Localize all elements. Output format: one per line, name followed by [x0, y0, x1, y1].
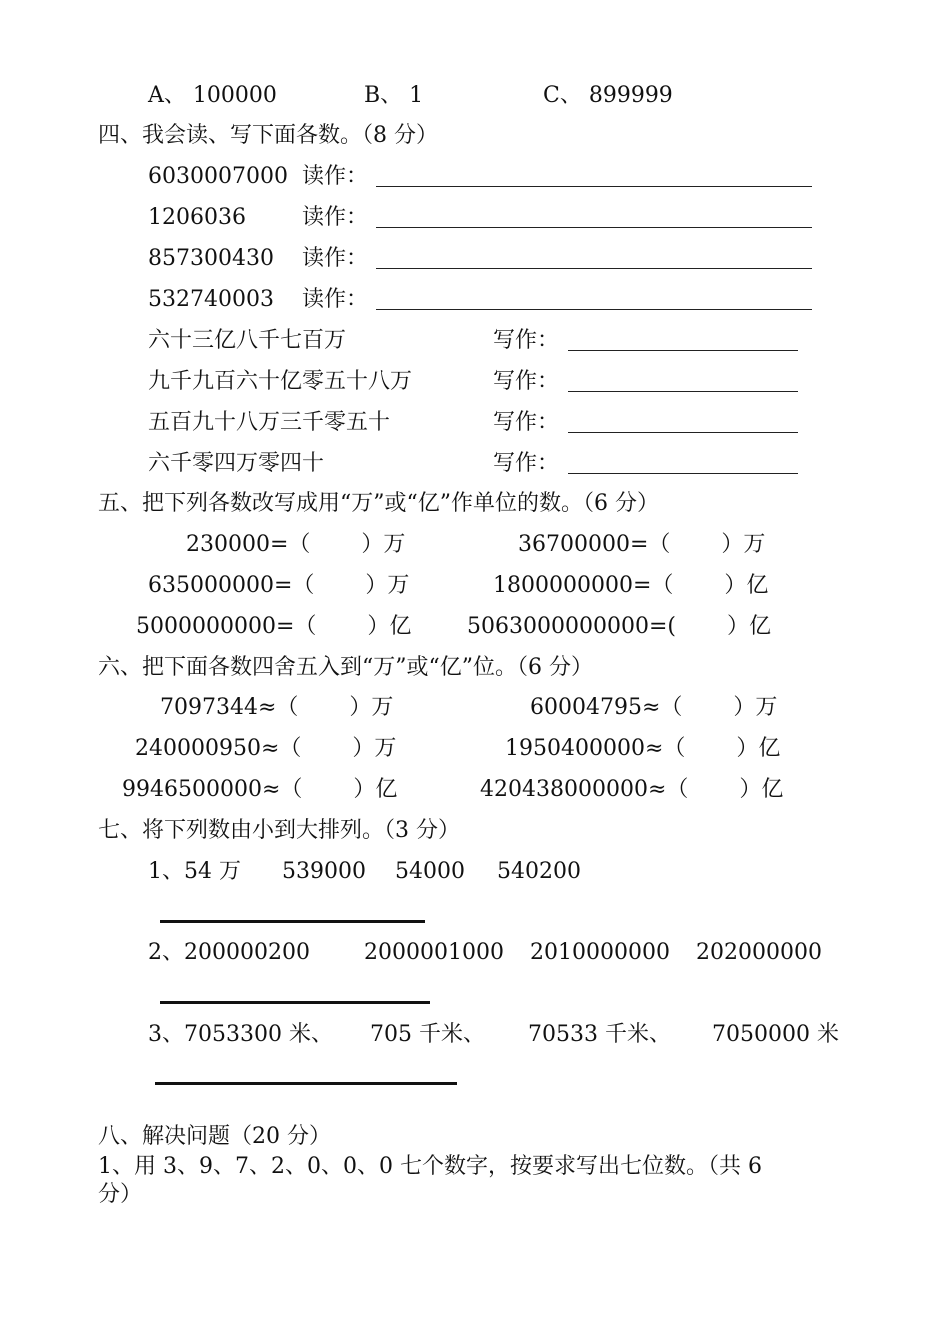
order-number: 70533 千米、	[528, 1022, 671, 1047]
order-number: 2、200000200	[148, 940, 310, 965]
round-item[interactable]: 9946500000≈（ ）亿	[122, 777, 398, 802]
read-number: 1206036	[148, 205, 246, 230]
order-number: 202000000	[696, 940, 822, 965]
write-words: 五百九十八万三千零五十	[148, 410, 391, 435]
order-answer-line[interactable]	[155, 1082, 457, 1085]
choice-a: A、 100000	[148, 83, 277, 108]
section-4-title: 四、我会读、写下面各数。（8 分）	[98, 123, 438, 148]
order-number: 539000	[282, 859, 366, 884]
read-number: 857300430	[148, 246, 274, 271]
order-number: 705 千米、	[370, 1022, 485, 1047]
read-label: 读作：	[302, 287, 369, 312]
convert-item[interactable]: 230000=（ ）万	[186, 532, 406, 557]
round-item[interactable]: 60004795≈（ ）万	[530, 695, 778, 720]
write-label: 写作：	[493, 410, 560, 435]
section-6-title: 六、把下面各数四舍五入到“万”或“亿”位。（6 分）	[98, 655, 593, 680]
read-label: 读作：	[302, 246, 369, 271]
choice-b: B、 1	[364, 83, 424, 108]
section-5-title: 五、把下列各数改写成用“万”或“亿”作单位的数。（6 分）	[98, 491, 659, 516]
round-item[interactable]: 240000950≈（ ）万	[135, 736, 397, 761]
order-answer-line[interactable]	[160, 920, 425, 923]
write-label: 写作：	[493, 451, 560, 476]
read-answer-line[interactable]	[376, 227, 812, 228]
write-label: 写作：	[493, 328, 560, 353]
write-answer-line[interactable]	[568, 473, 798, 474]
order-number: 7050000 米	[712, 1022, 839, 1047]
read-label: 读作：	[302, 205, 369, 230]
read-number: 6030007000	[148, 164, 288, 189]
read-label: 读作：	[302, 164, 369, 189]
write-answer-line[interactable]	[568, 350, 798, 351]
order-number: 2000001000	[364, 940, 504, 965]
order-number: 2010000000	[530, 940, 670, 965]
write-answer-line[interactable]	[568, 432, 798, 433]
convert-item[interactable]: 635000000=（ ）万	[148, 573, 410, 598]
write-label: 写作：	[493, 369, 560, 394]
write-answer-line[interactable]	[568, 391, 798, 392]
write-words: 六千零四万零四十	[148, 451, 325, 476]
order-number: 1、54 万	[148, 859, 241, 884]
convert-item[interactable]: 1800000000=（ ）亿	[493, 573, 769, 598]
write-words: 六十三亿八千七百万	[148, 328, 347, 353]
choice-c: C、 899999	[543, 83, 673, 108]
write-words: 九千九百六十亿零五十八万	[148, 369, 413, 394]
convert-item[interactable]: 5000000000=（ ）亿	[136, 614, 412, 639]
round-item[interactable]: 1950400000≈（ ）亿	[505, 736, 781, 761]
order-number: 540200	[497, 859, 581, 884]
section-7-title: 七、将下列数由小到大排列。（3 分）	[98, 818, 460, 843]
round-item[interactable]: 7097344≈（ ）万	[160, 695, 394, 720]
order-number: 3、7053300 米、	[148, 1022, 333, 1047]
convert-item[interactable]: 36700000=（ ）万	[518, 532, 766, 557]
order-number: 54000	[395, 859, 465, 884]
section-8-title: 八、解决问题（20 分）	[98, 1124, 331, 1149]
problem-1-text: 1、用 3、9、7、2、0、0、0 七个数字，按要求写出七位数。（共 6	[98, 1154, 762, 1179]
read-answer-line[interactable]	[376, 268, 812, 269]
order-answer-line[interactable]	[160, 1001, 430, 1004]
read-answer-line[interactable]	[376, 309, 812, 310]
convert-item[interactable]: 5063000000000=( ）亿	[467, 614, 771, 639]
read-answer-line[interactable]	[376, 186, 812, 187]
read-number: 532740003	[148, 287, 274, 312]
round-item[interactable]: 420438000000≈（ ）亿	[480, 777, 784, 802]
problem-1-text-cont: 分）	[98, 1182, 143, 1207]
